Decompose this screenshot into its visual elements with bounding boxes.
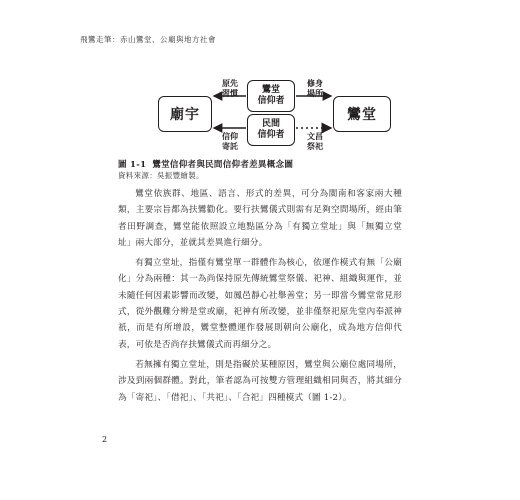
paragraph-2: 有獨立堂址，指僅有鸞堂單一群體作為核心，依運作模式有無「公廟化」分為兩種：其一為尚保持原先傳統鸞堂祭儀、祀神、組織與運作，並未隨任何因素影響而改變，如鳳邑靜心社舉善堂；另一即當今鸞堂常見形式，從外觀難分辨是堂或廟，祀神有所改變，並非僅祭祀原先堂內奉派神祇，而是有所增設，鸞堂整體運作發展則朝向公廟化，成為地方信仰代表，可依是否尚存扶鸞儀式而再細分之。 (118, 258, 402, 350)
page-number: 2 (102, 435, 108, 444)
figure-caption (118, 158, 293, 170)
running-head: 飛鸞走筆：赤山鸞堂、公廟與地方社會 (80, 35, 216, 44)
luantang-believer-box (247, 80, 295, 112)
label-original-habit-line1: 原先 (222, 78, 238, 88)
label-faith-reliance (215, 131, 245, 151)
luantang-box (333, 96, 391, 132)
label-cultivation-place (300, 78, 330, 98)
folk-believer-line2: 信仰者 (257, 130, 285, 140)
label-wenchang-worship-line2: 祭祀 (307, 141, 323, 151)
label-wenchang-worship (300, 131, 330, 151)
paragraph-1: 鸞堂依族群、地區、語言、形式的差異，可分為閩南和客家兩大種類，主要宗旨都為扶鸞勸化。要行扶鸞儀式則需有足夠空間場所，經由筆者田野調查，鸞堂能依照設立地點區分為「有獨立堂址」與「無獨立堂址」兩大部分，並就其差異進行細分。 (118, 189, 402, 248)
label-original-habit (215, 78, 245, 98)
label-faith-reliance-line2: 寄託 (222, 141, 238, 151)
label-original-habit-line2: 習慣 (222, 88, 238, 98)
folk-believer-box (247, 114, 295, 146)
figure-title: 鸞堂信仰者與民間信仰者差異概念圖 (152, 160, 294, 170)
paragraph-3: 若無擁有獨立堂址，則是指礙於某種原因，鸞堂與公廟位處同場所，涉及到兩個群體。對此，筆者認為可按雙方管理組織相同與否，將其細分為「寄祀」、「借祀」、「共祀」、「合祀」四種模式（圖 1-2）。 (118, 359, 402, 403)
folk-believer-line1: 民間 (261, 119, 280, 129)
luantang-believer-line2: 信仰者 (257, 96, 285, 106)
figure-number: 圖 1-1 (118, 160, 147, 170)
temple-box-label: 廟宇 (170, 107, 200, 123)
temple-box (158, 96, 212, 132)
label-cultivation-place-line1: 修身 (307, 78, 323, 88)
body-text (118, 186, 402, 406)
label-cultivation-place-line2: 場所 (307, 88, 323, 98)
label-faith-reliance-line1: 信仰 (222, 131, 238, 141)
source-note: 資料來源：吳振豐繪製。 (118, 171, 204, 180)
concept-diagram (0, 0, 520, 160)
luantang-believer-line1: 鸞堂 (261, 85, 280, 95)
label-wenchang-worship-line1: 文昌 (307, 131, 323, 141)
luantang-box-label: 鸞堂 (347, 107, 377, 123)
